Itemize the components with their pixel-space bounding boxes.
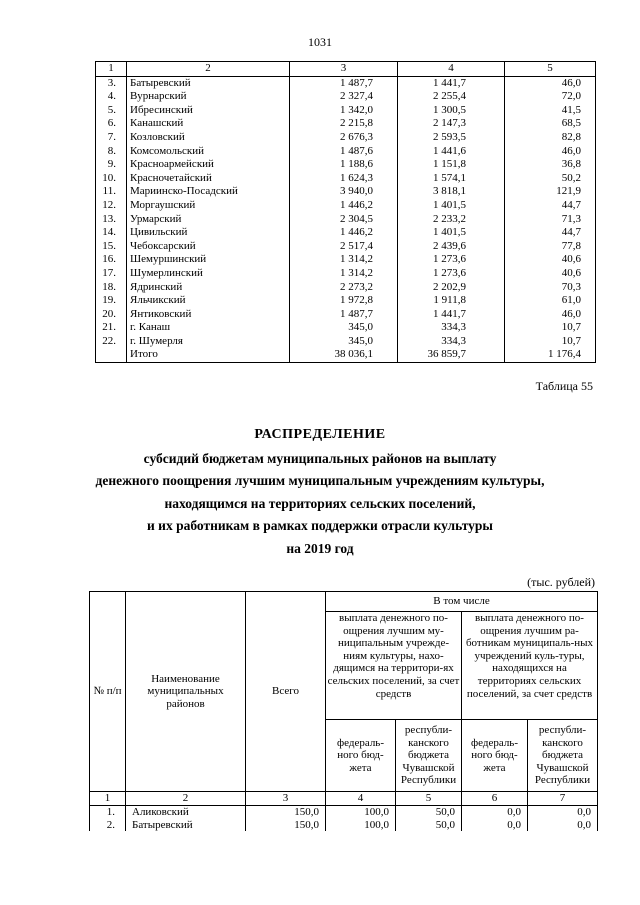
value-federal: 46,0 [505,308,596,322]
district-name: Цивильский [127,226,290,240]
row-number: 1. [90,806,126,819]
district-name: Янтиковский [127,308,290,322]
title-line: находящимся на территориях сельских поселений, [164,495,476,511]
value-total: 1 487,7 [290,308,398,322]
row-number: 4. [96,90,127,104]
value-federal: 40,6 [505,253,596,267]
row-number: 14. [96,226,127,240]
header-republican-budget: республи-канского бюджета Чувашской Республики [396,720,462,792]
value-total: 2 517,4 [290,240,398,254]
row-number: 20. [96,308,127,322]
row-number: 12. [96,199,127,213]
value-total: 1 314,2 [290,267,398,281]
district-name: Шумерлинский [127,267,290,281]
value-republican: 1 401,5 [398,226,505,240]
row-number: 2. [90,819,126,832]
table-row [96,321,596,335]
value-total: 345,0 [290,335,398,349]
table-row [96,294,596,308]
table-row [96,131,596,145]
header-federal-budget: федераль-ного бюд-жета [326,720,396,792]
value-total: 38 036,1 [290,348,398,362]
table-row [96,185,596,199]
value-republican: 50,0 [396,806,462,819]
title-line: на 2019 год [286,540,354,556]
header-republican-budget: республи-канского бюджета Чувашской Республики [528,720,598,792]
row-number: 8. [96,145,127,159]
district-name: Урмарский [127,213,290,227]
district-name: г. Канаш [127,321,290,335]
district-name: Аликовский [126,806,246,819]
column-numbers-row [90,792,598,806]
row-number: 5. [96,104,127,118]
value-federal: 100,0 [326,819,396,832]
value-republican: 2 147,3 [398,117,505,131]
value-federal: 100,0 [326,806,396,819]
value-federal: 77,8 [505,240,596,254]
value-republican: 0,0 [528,806,598,819]
value-federal: 50,2 [505,172,596,186]
district-name: Комсомольский [127,145,290,159]
row-number: 6. [96,117,127,131]
table-row [96,158,596,172]
value-federal: 41,5 [505,104,596,118]
table-row [96,226,596,240]
subsidy-table-continued [95,61,596,363]
value-total: 150,0 [246,806,326,819]
value-total: 2 215,8 [290,117,398,131]
table-row [96,90,596,104]
value-total: 2 676,3 [290,131,398,145]
row-number: 11. [96,185,127,199]
column-number: 3 [290,62,398,77]
table-row [96,253,596,267]
table-row [96,281,596,295]
value-republican: 2 439,6 [398,240,505,254]
district-name: Ядринский [127,281,290,295]
value-republican: 1 911,8 [398,294,505,308]
value-total: 1 342,0 [290,104,398,118]
table-number: Таблица 55 [535,379,593,393]
value-federal: 46,0 [505,145,596,159]
value-republican: 1 441,6 [398,145,505,159]
value-republican: 1 273,6 [398,267,505,281]
value-total: 2 273,2 [290,281,398,295]
value-total: 345,0 [290,321,398,335]
row-number: 22. [96,335,127,349]
value-republican: 50,0 [396,819,462,832]
district-name: Чебоксарский [127,240,290,254]
value-republican: 0,0 [528,819,598,832]
value-federal: 68,5 [505,117,596,131]
value-federal: 71,3 [505,213,596,227]
row-number: 13. [96,213,127,227]
value-republican: 2 233,2 [398,213,505,227]
value-republican: 1 441,7 [398,308,505,322]
value-federal: 121,9 [505,185,596,199]
row-number: 3. [96,76,127,90]
table-row [96,335,596,349]
district-name: Итого [127,348,290,362]
value-federal: 70,3 [505,281,596,295]
column-number: 4 [398,62,505,77]
column-number: 5 [396,792,462,806]
row-number: 21. [96,321,127,335]
header-number: № п/п [90,592,126,792]
district-name: Батыревский [127,76,290,90]
column-number: 3 [246,792,326,806]
value-total: 2 327,4 [290,90,398,104]
value-republican: 2 593,5 [398,131,505,145]
table-row [96,117,596,131]
row-number: 16. [96,253,127,267]
header-group-institutions: выплата денежного по-ощрения лучшим му-ниципальным учрежде-ниям культуры, нахо-дящимся на территори-ях сельских поселений, за счет средств [326,612,462,720]
value-total: 1 487,6 [290,145,398,159]
table-row [96,76,596,90]
value-total: 1 314,2 [290,253,398,267]
distribution-table [89,591,598,831]
district-name: Шемуршинский [127,253,290,267]
row-number: 18. [96,281,127,295]
value-republican: 2 202,9 [398,281,505,295]
value-republican: 1 151,8 [398,158,505,172]
district-name: Красноармейский [127,158,290,172]
table-row [96,104,596,118]
value-federal: 0,0 [462,806,528,819]
district-name: Козловский [127,131,290,145]
value-federal: 36,8 [505,158,596,172]
row-number: 15. [96,240,127,254]
title-line: денежного поощрения лучшим муниципальным учреждениям культуры, [95,473,545,488]
value-republican: 1 300,5 [398,104,505,118]
district-name: Ибресинский [127,104,290,118]
value-republican: 3 818,1 [398,185,505,199]
value-federal: 44,7 [505,226,596,240]
table-row [96,348,596,362]
page-number: 1031 [308,35,332,49]
value-total: 3 940,0 [290,185,398,199]
value-total: 1 446,2 [290,199,398,213]
header-group-workers: выплата денежного по-ощрения лучшим ра-ботникам муниципаль-ных учреждений куль-туры, находящихся на территориях сельских поселений, за счет средств [462,612,598,720]
value-federal: 61,0 [505,294,596,308]
table-row [90,806,598,819]
value-total: 1 624,3 [290,172,398,186]
value-republican: 2 255,4 [398,90,505,104]
value-republican: 1 441,7 [398,76,505,90]
row-number: 10. [96,172,127,186]
header-including: В том числе [326,592,598,612]
table-row [96,308,596,322]
value-total: 1 972,8 [290,294,398,308]
table-row [96,172,596,186]
district-name: Вурнарский [127,90,290,104]
district-name: Моргаушский [127,199,290,213]
value-federal: 1 176,4 [505,348,596,362]
value-federal: 40,6 [505,267,596,281]
title-heading: РАСПРЕДЕЛЕНИЕ [254,427,386,442]
value-republican: 36 859,7 [398,348,505,362]
district-name: Мариинско-Посадский [127,185,290,199]
row-number: 19. [96,294,127,308]
column-number: 1 [96,62,127,77]
document-title [40,424,600,560]
value-republican: 1 574,1 [398,172,505,186]
column-number: 2 [127,62,290,77]
value-federal: 82,8 [505,131,596,145]
value-federal: 10,7 [505,321,596,335]
table-row [96,145,596,159]
value-federal: 44,7 [505,199,596,213]
district-name: Канашский [127,117,290,131]
table-header-row [96,62,596,77]
row-number: 17. [96,267,127,281]
header-federal-budget: федераль-ного бюд-жета [462,720,528,792]
value-total: 2 304,5 [290,213,398,227]
table-row [96,213,596,227]
value-republican: 1 401,5 [398,199,505,213]
column-number: 2 [126,792,246,806]
value-total: 1 188,6 [290,158,398,172]
column-number: 5 [505,62,596,77]
value-federal: 46,0 [505,76,596,90]
column-number: 6 [462,792,528,806]
value-total: 1 446,2 [290,226,398,240]
district-name: г. Шумерля [127,335,290,349]
title-line: и их работникам в рамках поддержки отрасли культуры [147,518,493,533]
district-name: Батыревский [126,819,246,832]
column-number: 7 [528,792,598,806]
header-total: Всего [246,592,326,792]
value-total: 150,0 [246,819,326,832]
value-total: 1 487,7 [290,76,398,90]
header-name: Наименование муниципальных районов [126,592,246,792]
units-label: (тыс. рублей) [527,575,595,589]
value-republican: 334,3 [398,335,505,349]
table-row [96,240,596,254]
table-row [96,199,596,213]
district-name: Яльчикский [127,294,290,308]
table-row [96,267,596,281]
column-number: 1 [90,792,126,806]
value-federal: 0,0 [462,819,528,832]
row-number: 9. [96,158,127,172]
district-name: Красночетайский [127,172,290,186]
value-republican: 334,3 [398,321,505,335]
row-number [96,348,127,362]
column-number: 4 [326,792,396,806]
value-federal: 10,7 [505,335,596,349]
value-federal: 72,0 [505,90,596,104]
table-row [90,819,598,832]
value-republican: 1 273,6 [398,253,505,267]
row-number: 7. [96,131,127,145]
title-line: субсидий бюджетам муниципальных районов на выплату [143,450,497,466]
